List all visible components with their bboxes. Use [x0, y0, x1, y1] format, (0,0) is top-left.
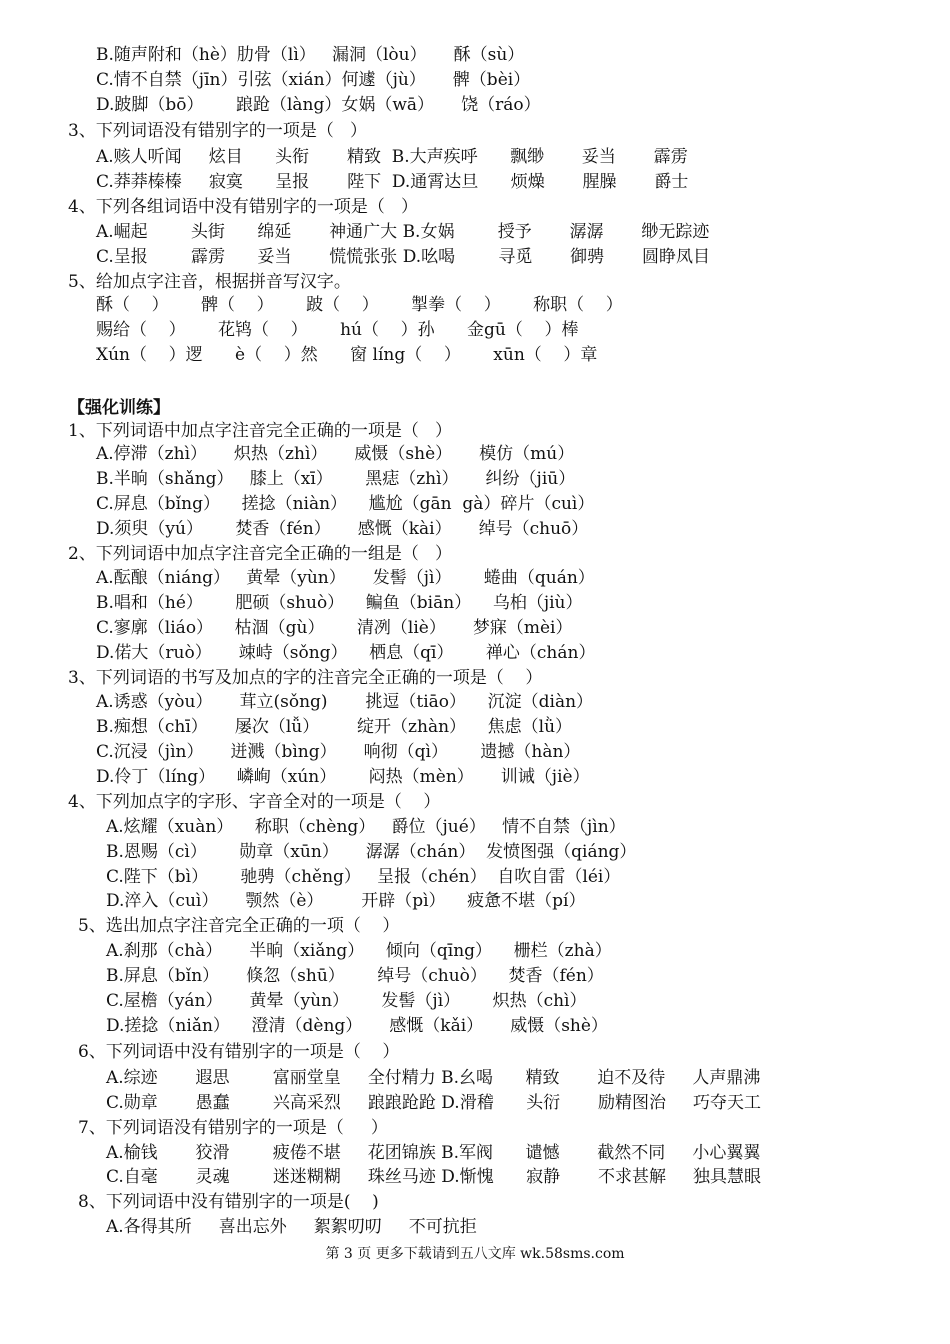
- question-line: 5、给加点字注音，根据拼音写汉字。: [68, 272, 351, 292]
- question-line: 5、选出加点字注音完全正确的一项（ ）: [78, 916, 400, 936]
- option-line: D.须臾（yú） 焚香（fén） 感慨（kài） 绰号（chuō）: [96, 519, 589, 539]
- option-line: D.跛脚（bō） 踉跄（làng）女娲（wā） 饶（ráo）: [96, 95, 541, 115]
- option-line: D.淬入（cuì） 颚然（è） 开辟（pì） 疲惫不堪（pí）: [106, 891, 586, 911]
- option-line: B.随声附和（hè）肋骨（lì） 漏洞（lòu） 酥（sù）: [96, 45, 525, 65]
- option-line: Xún（ ）逻 è（ ）然 窗 líng（ ） xūn（ ）章: [96, 345, 598, 365]
- option-line: A.酝酿（niáng） 黄晕（yùn） 发髻（jì） 蜷曲（quán）: [96, 568, 595, 588]
- option-line: C.陛下（bì） 驰骋（chěng） 呈报（chén） 自吹自雷（léi）: [106, 867, 621, 887]
- option-line: A.赅人听闻 炫目 头衔 精致 B.大声疾呼 飘缈 妥当 霹雳: [96, 147, 688, 167]
- option-line: D.搓捻（niǎn） 澄清（dèng） 感慨（kǎi） 威慑（shè）: [106, 1016, 608, 1036]
- option-line: B.唱和（hé） 肥硕（shuò） 鳊鱼（biān） 乌桕（jiù）: [96, 593, 583, 613]
- option-line: C.屏息（bǐng） 搓捻（niàn） 尴尬（gān gà）碎片（cuì）: [96, 494, 595, 514]
- question-line: 4、下列加点字的字形、字音全对的一项是（ ）: [68, 792, 441, 812]
- option-line: B.恩赐（cì） 勋章（xūn） 潺潺（chán） 发愤图强（qiáng）: [106, 842, 637, 862]
- option-line: A.综迹 遐思 富丽堂皇 全付精力 B.幺喝 精致 迫不及待 人声鼎沸: [106, 1068, 761, 1088]
- question-line: 7、下列词语没有错别字的一项是（ ）: [78, 1118, 388, 1138]
- question-line: 2、下列词语中加点字注音完全正确的一组是（ ）: [68, 544, 453, 564]
- option-line: A.诱惑（yòu） 茸立(sǒng) 挑逗（tiāo） 沉淀（diàn）: [96, 692, 594, 712]
- option-line: 酥（ ） 髀（ ） 跛（ ） 掣拳（ ） 称职（ ）: [96, 295, 623, 315]
- option-line: C.呈报 霹雳 妥当 慌慌张张 D.吆喝 寻觅 御骋 圆睁凤目: [96, 247, 710, 267]
- question-line: 4、下列各组词语中没有错别字的一项是（ ）: [68, 197, 419, 217]
- option-line: C.寥廓（liáo） 枯涸（gù） 清冽（liè） 梦寐（mèi）: [96, 618, 573, 638]
- option-line: D.偌大（ruò） 竦峙（sǒng） 栖息（qī） 禅心（chán）: [96, 643, 596, 663]
- option-line: A.刹那（chà） 半晌（xiǎng） 倾向（qīng） 栅栏（zhà）: [106, 941, 612, 961]
- option-line: D.伶丁（líng） 嶙峋（xún） 闷热（mèn） 训诫（jiè）: [96, 767, 590, 787]
- option-line: B.半晌（shǎng） 膝上（xī） 黑痣（zhì） 纠纷（jiū）: [96, 469, 576, 489]
- question-line: 3、下列词语的书写及加点的字的注音完全正确的一项是（ ）: [68, 668, 543, 688]
- option-line: A.崛起 头街 绵延 神通广大 B.女娲 授予 潺潺 缈无踪迹: [96, 222, 710, 242]
- option-line: C.自毫 灵魂 迷迷糊糊 珠丝马迹 D.惭愧 寂静 不求甚解 独具慧眼: [106, 1167, 761, 1187]
- option-line: C.沉浸（jìn） 迸溅（bìng） 响彻（qì） 遗撼（hàn）: [96, 742, 581, 762]
- option-line: A.各得其所 喜出忘外 絮絮叨叨 不可抗拒: [106, 1217, 477, 1237]
- option-line: A.榆钱 狡滑 疲倦不堪 花团锦族 B.军阀 谴憾 截然不同 小心翼翼: [106, 1143, 761, 1163]
- page-footer: 第 3 页 更多下载请到五八文库 wk.58sms.com: [325, 1246, 625, 1262]
- question-line: 6、下列词语中没有错别字的一项是（ ）: [78, 1042, 400, 1062]
- option-line: B.痴想（chī） 屡次（lǚ） 绽开（zhàn） 焦虑（lǜ）: [96, 717, 573, 737]
- option-line: C.莽莽榛榛 寂寞 呈报 陛下 D.通霄达旦 烦燥 腥臊 爵士: [96, 172, 689, 192]
- option-line: C.勋章 愚蠢 兴高采烈 踉踉跄跄 D.滑稽 头衍 励精图治 巧夺天工: [106, 1093, 761, 1113]
- section-heading: 【强化训练】: [68, 398, 170, 418]
- option-line: A.炫耀（xuàn） 称职（chèng） 爵位（jué） 情不自禁（jìn）: [106, 817, 626, 837]
- question-line: 3、下列词语没有错别字的一项是（ ）: [68, 121, 368, 141]
- option-line: 赐给（ ） 花鸨（ ） hú（ ）孙 金gū（ ）棒: [96, 320, 579, 340]
- question-line: 1、下列词语中加点字注音完全正确的一项是（ ）: [68, 421, 453, 441]
- option-line: B.屏息（bǐn） 倏忽（shū） 绰号（chuò） 焚香（fén）: [106, 966, 604, 986]
- question-line: 8、下列词语中没有错别字的一项是( ): [78, 1192, 379, 1212]
- option-line: C.屋檐（yán） 黄晕（yùn） 发髻（jì） 炽热（chì）: [106, 991, 587, 1011]
- option-line: A.停滞（zhì） 炽热（zhì） 威慑（shè） 模仿（mú）: [96, 444, 575, 464]
- option-line: C.情不自禁（jīn）引弦（xián）何遽（jù） 髀（bèi）: [96, 70, 531, 90]
